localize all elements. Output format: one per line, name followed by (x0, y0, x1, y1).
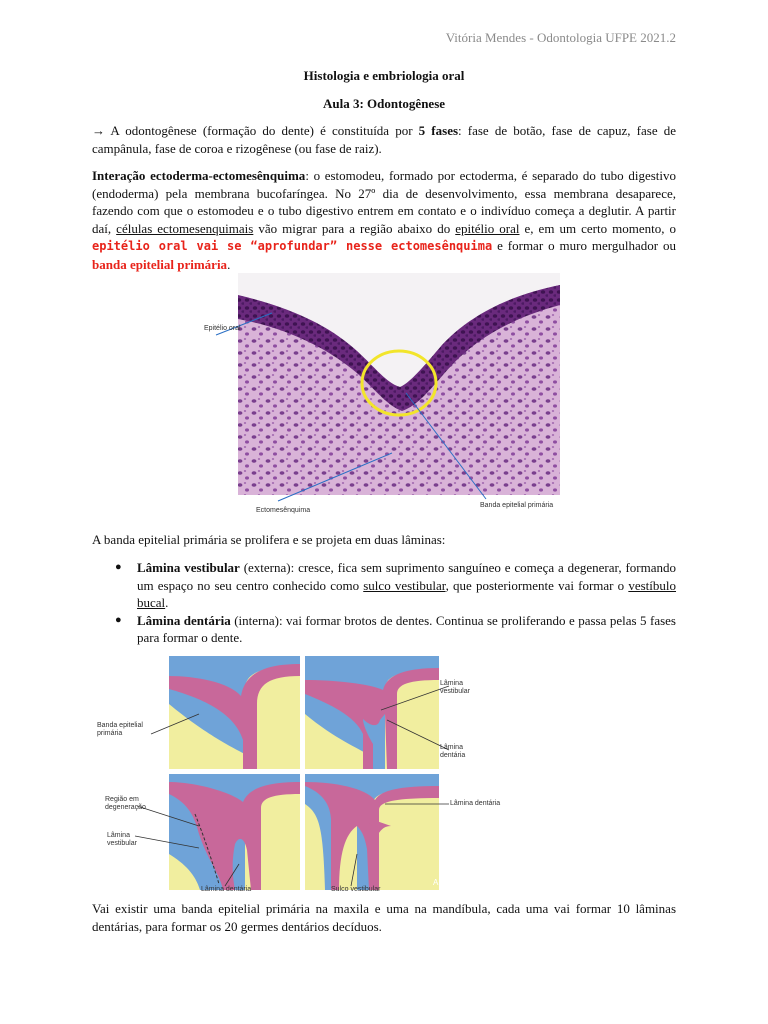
label-vestibular-lamina: Lâmina vestibular (440, 680, 470, 695)
vestibular-text-1: (externa): cresce, fica sem suprimento sanguíneo e começa a degenerar, formando um espaço no seu centro conhecido como (137, 560, 676, 593)
panel-letter: A (433, 878, 439, 887)
vestibular-text-2: , que posteriormente vai formar o (445, 577, 629, 593)
panel-top-left (169, 656, 300, 769)
label-vestibular-laminae: Lâmina vestibular (107, 832, 137, 847)
highlight-epithelium-deepens: epitélio oral vai se “aprofundar” nesse ectomesênquima (92, 239, 493, 253)
label-dental-lamina-bottom: Lâmina dentária (201, 886, 252, 893)
panel-bottom-right (305, 774, 439, 890)
label-dental-lamina-br: Lâmina dentária (450, 800, 501, 807)
panel-top-right (305, 656, 439, 769)
header-author-note: Vitória Mendes - Odontologia UFPE 2021.2 (445, 30, 676, 45)
label-ectomesenchyme: Ectomesênquima (256, 507, 311, 514)
closing-paragraph: Vai existir uma banda epitelial primária na maxila e uma na mandíbula, cada uma vai formar 10 lâminas dentárias, para formar os 20 germes dentários decíduos. (92, 901, 676, 934)
label-oral-epithelium: Epitélio oral (204, 325, 241, 332)
label-vestibular-sulcus: Sulco vestibular (331, 886, 381, 893)
interaction-text-1: : o estomodeu, formado por ectoderma, é separado do tubo digestivo (endoderma) pela membrana bucofaríngea. No 27º dia de desenvolvimento, essa membrana desaparece, fazendo com que o estomodeu e o tubo digestivo entrem em contato e o indivíduo começa a deglutir. A partir daí, (92, 168, 676, 236)
term-dental-lamina: Lâmina dentária (137, 612, 231, 628)
interaction-heading: Interação ectoderma-ectomesênquima (92, 168, 306, 183)
interaction-text-2: vão migrar para a região abaixo do (253, 220, 456, 236)
lamina-list (92, 559, 676, 647)
vestibular-text-3: . (165, 595, 169, 610)
interaction-text-5: . (227, 256, 231, 272)
underline-vestibular-sulcus: sulco vestibular (363, 577, 446, 593)
main-title: Histologia e embriologia oral (303, 68, 465, 83)
term-vestibular-lamina: Lâmina vestibular (137, 560, 240, 575)
label-degeneration: Região em degeneração (105, 796, 146, 811)
label-primary-band-diagram: Banda epitelial primária (97, 722, 143, 737)
underline-ectomesenchymal-cells: células ectomesenquimais (116, 220, 254, 236)
label-primary-band: Banda epitelial primária (480, 502, 554, 509)
interaction-text-3: e, em um certo momento, o (519, 220, 676, 236)
lamina-diagram (95, 654, 515, 896)
intro-bold: 5 fases (418, 123, 459, 138)
underline-oral-epithelium: epitélio oral (455, 220, 520, 236)
highlight-primary-band: banda epitelial primária (92, 256, 228, 272)
panel-bottom-left (169, 774, 300, 890)
intro-text: A odontogênese (formação do dente) é constituída por (105, 123, 419, 138)
histology-image (180, 265, 570, 520)
arrow-icon: → (92, 123, 105, 138)
histology-figure (180, 265, 570, 520)
underline-oral-vestibule: vestíbulo bucal (137, 577, 677, 610)
bullet-icon: ● (115, 613, 122, 626)
interaction-text-4: e formar o muro mergulhador ou (492, 238, 676, 253)
band-intro-paragraph: A banda epitelial primária se prolifera e se projeta em duas lâminas: (92, 532, 446, 547)
intro-paragraph (92, 122, 676, 157)
lesson-title: Aula 3: Odontogênese (322, 96, 446, 111)
list-item-dental (92, 612, 676, 647)
dental-text-1: (interna): vai formar brotos de dentes. Continua se proliferando e passa pelas 5 fases para formar o dente. (137, 612, 676, 645)
list-item-vestibular (92, 559, 676, 612)
intro-text-after: : fase de botão, fase de capuz, fase de campânula, fase de coroa e rizogênese (ou fase de raiz). (92, 123, 676, 156)
interaction-paragraph (92, 167, 676, 273)
bullet-icon: ● (115, 561, 122, 573)
label-dental-lamina-tr: Lâmina dentária (440, 744, 466, 759)
